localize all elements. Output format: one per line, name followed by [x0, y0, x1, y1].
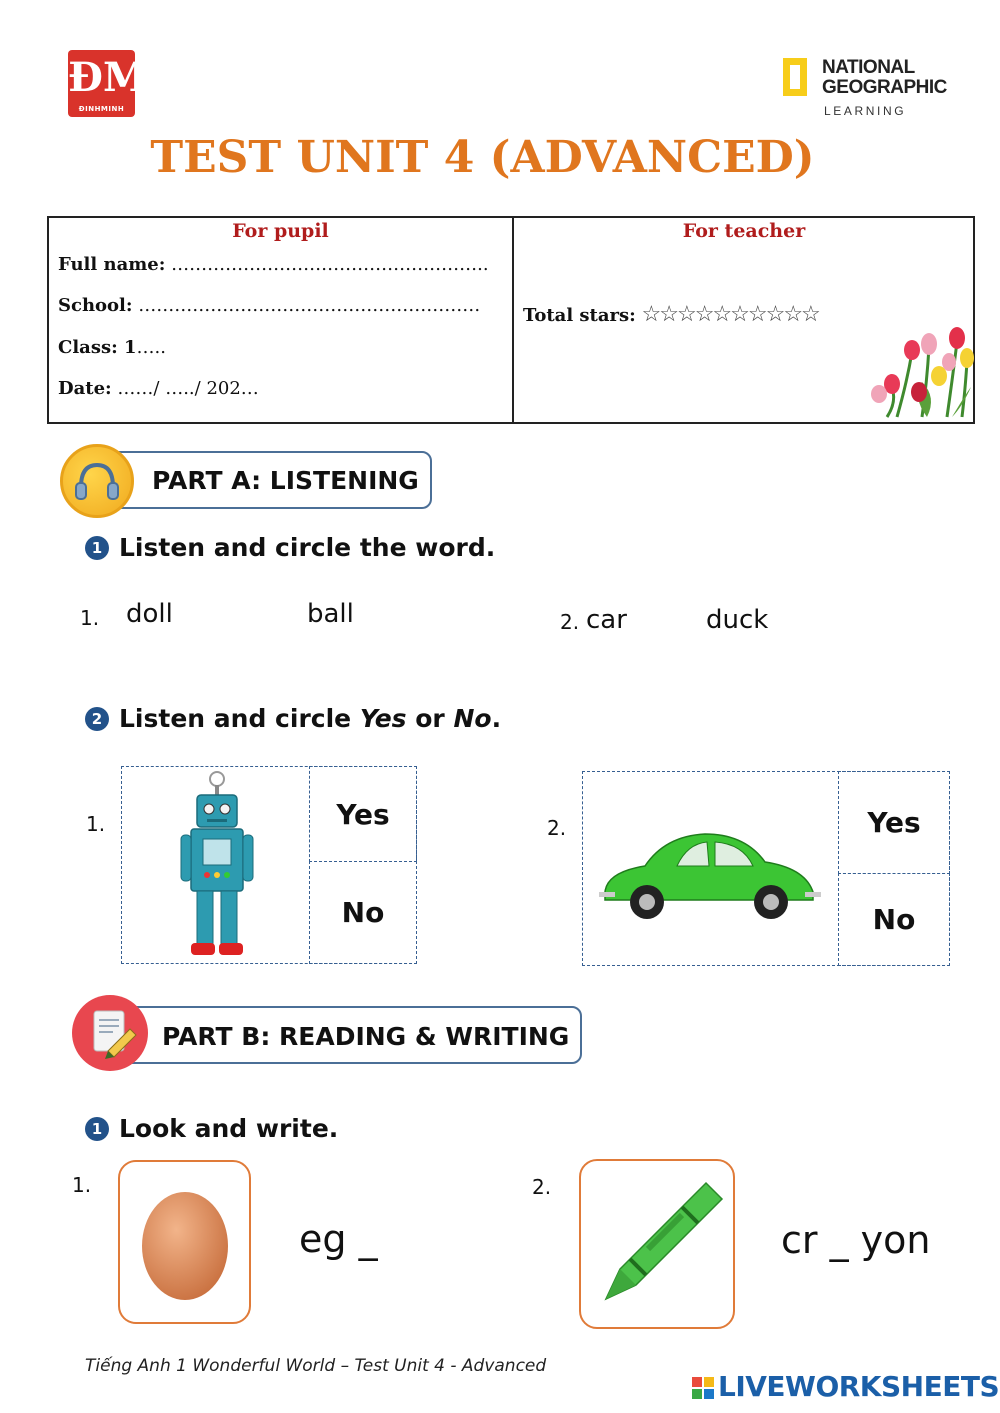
a-q2-item1-no[interactable]: No	[309, 861, 417, 964]
partner-logo	[822, 58, 947, 98]
date-row[interactable]	[58, 378, 259, 399]
part-a-q2-text-yes: Yes	[359, 704, 407, 733]
info-table	[47, 216, 975, 424]
pupil-heading: For pupil	[232, 220, 329, 242]
a-q2-item2-number: 2.	[547, 816, 567, 840]
a-q2-item1-yes[interactable]: Yes	[309, 766, 417, 862]
page-title: TEST UNIT 4 (ADVANCED)	[150, 132, 815, 183]
part-b-q1-text: Look and write.	[119, 1114, 339, 1143]
part-b-q1-number: 1	[85, 1117, 109, 1141]
part-a-q2-text-pre: Listen and circle	[119, 704, 360, 733]
class-label: Class: 1	[58, 337, 137, 358]
b-q1-item1-number: 1.	[72, 1173, 92, 1197]
b-q1-item1-image-frame	[118, 1160, 251, 1324]
a-q1-word-duck[interactable]: duck	[706, 605, 769, 635]
a-q2-item2-no[interactable]: No	[838, 873, 950, 966]
green-car-icon	[595, 822, 825, 922]
partner-logo-line1: NATIONAL	[822, 57, 915, 78]
school-row[interactable]	[58, 295, 480, 316]
headphones-icon	[60, 444, 134, 518]
publisher-logo-sub: ĐINHMINH	[78, 105, 125, 113]
a-q1-item2-number: 2.	[560, 610, 580, 634]
headphones-glyph-icon	[63, 447, 131, 515]
part-a-q1-number: 1	[85, 536, 109, 560]
a-q1-word-doll[interactable]: doll	[126, 599, 173, 629]
date-value: ……/ …../ 202…	[117, 378, 259, 399]
b-q1-item2-image-frame	[579, 1159, 735, 1329]
b-q1-item2-number: 2.	[532, 1175, 552, 1199]
tulips-icon	[867, 322, 975, 422]
star-rating-icon[interactable]: ☆☆☆☆☆☆☆☆☆☆	[641, 302, 819, 327]
full-name-dots: ……………………………………………..	[171, 254, 489, 275]
part-b-title: PART B: READING & WRITING	[162, 1022, 570, 1051]
school-dots: …………………………………………………	[138, 295, 481, 316]
b-q1-item1-word[interactable]: eg _	[299, 1217, 378, 1261]
a-q1-word-car[interactable]: car	[586, 605, 627, 635]
part-a-q2-text-end: .	[491, 704, 502, 733]
footer-caption: Tiếng Anh 1 Wonderful World – Test Unit 4 - Advanced	[85, 1356, 547, 1376]
info-table-divider	[512, 218, 514, 422]
full-name-row[interactable]	[58, 254, 489, 275]
b-q1-item2-word[interactable]: cr _ yon	[781, 1218, 931, 1262]
a-q1-word-ball[interactable]: ball	[307, 599, 354, 629]
publisher-logo	[68, 50, 148, 117]
a-q1-item1-number: 1.	[80, 606, 100, 630]
liveworksheets-logo-icon	[692, 1377, 714, 1399]
part-a-q2-text-mid: or	[406, 704, 454, 733]
part-a-q2-number: 2	[85, 707, 109, 731]
full-name-label: Full name:	[58, 254, 166, 275]
a-q2-item2-yes[interactable]: Yes	[838, 771, 950, 874]
part-a-q1-text: Listen and circle the word.	[119, 533, 496, 562]
part-a-title: PART A: LISTENING	[152, 466, 419, 495]
total-stars-label: Total stars:	[523, 305, 636, 326]
total-stars-row	[523, 302, 819, 327]
part-a-q1-title	[85, 533, 495, 562]
liveworksheets-brand[interactable]: LIVEWORKSHEETS	[718, 1370, 1000, 1403]
part-a-q2-title	[85, 704, 501, 733]
date-label: Date:	[58, 378, 112, 399]
a-q2-item1-number: 1.	[86, 812, 106, 836]
partner-logo-line2: GEOGRAPHIC	[822, 77, 947, 98]
partner-logo-line3: LEARNING	[824, 104, 907, 118]
writing-pencil-icon	[72, 995, 148, 1071]
publisher-logo-text: ĐM	[68, 54, 148, 101]
part-a-q2-text-no: No	[453, 704, 492, 733]
class-row[interactable]	[58, 337, 166, 358]
robot-icon	[177, 769, 257, 961]
school-label: School:	[58, 295, 133, 316]
egg-icon	[140, 1186, 230, 1300]
paper-pencil-glyph-icon	[72, 995, 148, 1071]
class-dots: …..	[136, 337, 166, 358]
teacher-heading: For teacher	[682, 220, 806, 242]
part-b-q1-title	[85, 1114, 338, 1143]
crayon-icon	[586, 1173, 732, 1319]
national-geographic-frame-icon	[783, 58, 807, 96]
